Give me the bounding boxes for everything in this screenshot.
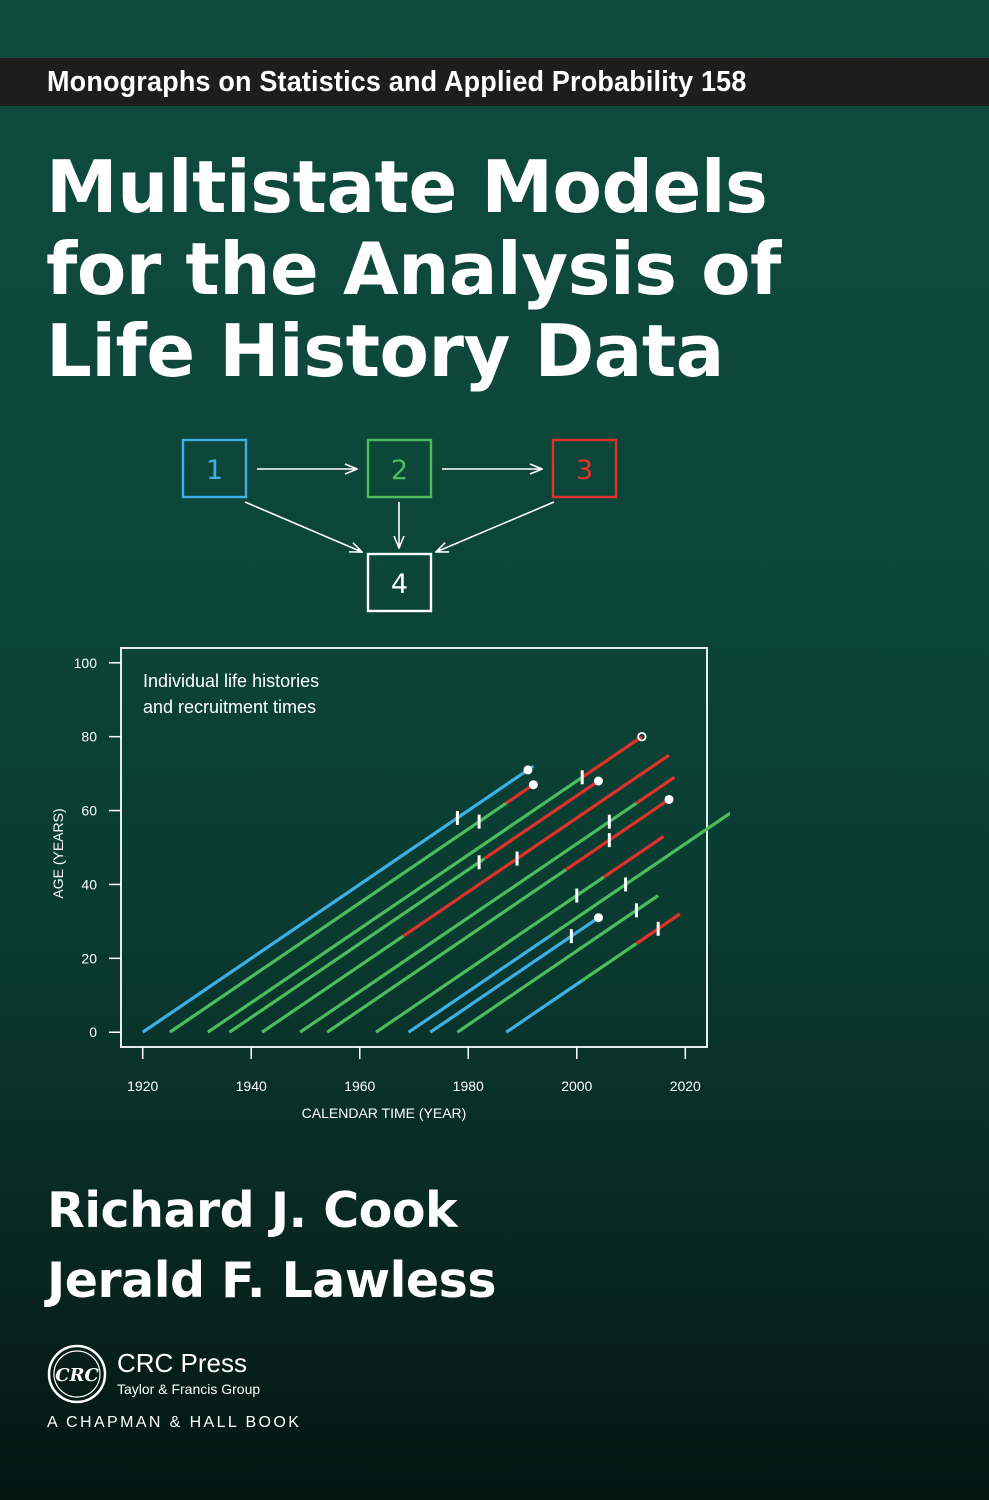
death-marker — [523, 765, 532, 774]
author-1: Richard J. Cook — [47, 1182, 458, 1239]
death-marker — [594, 777, 603, 786]
history-segment-state-2 — [457, 896, 658, 1033]
state-box-4 — [368, 554, 431, 611]
history-segment-state-3 — [604, 836, 664, 877]
series-title: Monographs on Statistics and Applied Probability 158 — [47, 66, 747, 98]
y-tick-label: 0 — [89, 1024, 97, 1041]
history-segment-state-2 — [300, 803, 636, 1032]
x-tick-label: 2020 — [669, 1078, 701, 1094]
history-segment-state-1 — [430, 918, 598, 1033]
history-segment-state-2 — [582, 944, 636, 981]
life-history-chart — [40, 640, 730, 1140]
svg-text:1: 1 — [205, 455, 224, 486]
history-segment-state-3 — [566, 799, 669, 869]
svg-text:CRC: CRC — [55, 1365, 99, 1386]
publisher-name: CRC Press — [117, 1348, 248, 1378]
x-tick-label: 1980 — [452, 1078, 484, 1094]
chart-annotation-line: Individual life histories — [143, 671, 320, 691]
series-banner — [0, 58, 989, 106]
history-segment-state-1 — [143, 766, 534, 1032]
y-tick-label: 20 — [81, 950, 97, 967]
state-box-3 — [553, 440, 616, 497]
x-tick-label: 1960 — [344, 1078, 376, 1094]
history-segment-state-2 — [170, 803, 506, 1032]
state-box-2 — [368, 440, 431, 497]
authors — [47, 1176, 496, 1316]
title-line-1: Multistate Models — [46, 145, 768, 229]
history-segment-state-2 — [208, 777, 582, 1032]
publisher-imprint: A CHAPMAN & HALL BOOK — [47, 1414, 302, 1431]
publisher-group: Taylor & Francis Group — [117, 1381, 261, 1397]
x-tick-label: 1940 — [235, 1078, 267, 1094]
title-line-2: for the Analysis of — [46, 227, 781, 311]
history-segment-state-3 — [506, 785, 533, 803]
transition-arrow-3-4 — [436, 502, 554, 552]
book-title — [46, 146, 946, 392]
x-tick-label: 1920 — [127, 1078, 159, 1094]
history-segment-state-2 — [262, 936, 403, 1032]
y-axis-label: AGE (YEARS) — [50, 808, 66, 899]
y-tick-label: 60 — [81, 802, 97, 819]
x-tick-label: 2000 — [561, 1078, 593, 1094]
death-marker — [529, 780, 538, 789]
history-segment-state-3 — [485, 781, 599, 859]
death-marker — [665, 795, 674, 804]
state-transition-diagram — [170, 430, 630, 620]
y-tick-label: 100 — [73, 654, 97, 671]
svg-text:4: 4 — [390, 569, 409, 600]
y-tick-label: 40 — [81, 876, 97, 893]
crc-press-logo — [47, 1344, 107, 1404]
author-2: Jerald F. Lawless — [47, 1252, 496, 1309]
svg-text:2: 2 — [390, 455, 409, 486]
death-marker — [594, 913, 603, 922]
x-axis-label: CALENDAR TIME (YEAR) — [301, 1105, 467, 1121]
history-segment-state-3 — [582, 737, 642, 778]
history-segment-state-1 — [506, 981, 582, 1033]
state-box-1 — [183, 440, 246, 497]
transition-arrow-1-4 — [245, 502, 362, 552]
chart-annotation-line: and recruitment times — [143, 697, 317, 717]
y-tick-label: 80 — [81, 728, 97, 745]
svg-text:3: 3 — [575, 455, 594, 486]
title-line-3: Life History Data — [46, 309, 724, 393]
